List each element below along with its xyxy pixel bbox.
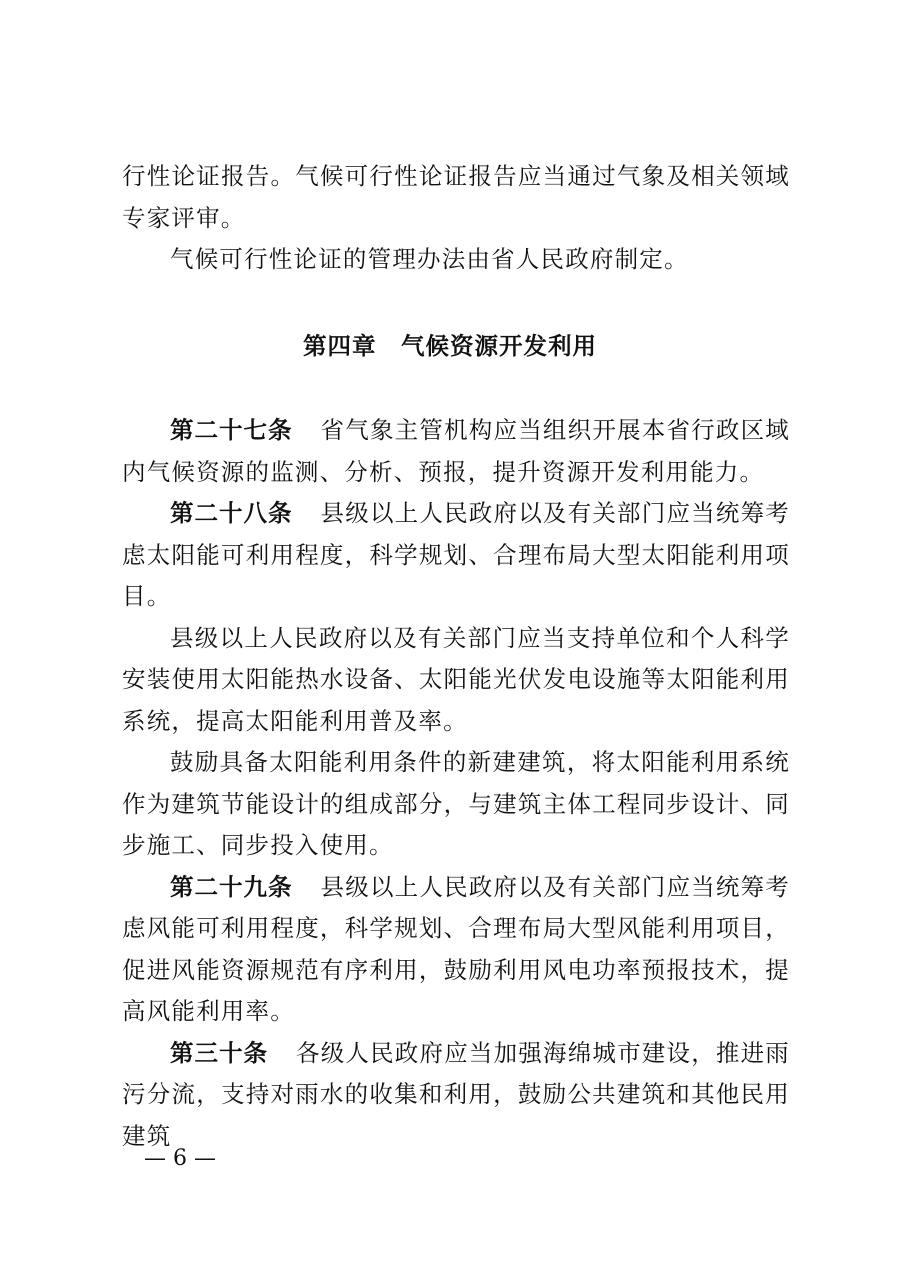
article-number: 第二十七条: [170, 416, 293, 444]
page-number: — 6 —: [144, 1146, 216, 1171]
article-text: 省气象主管机构应当组织开展本省行政区域内气候资源的监测、分析、预报，提升资源开发利用能力。: [122, 416, 790, 486]
article-number: 第二十八条: [170, 499, 293, 527]
article-text: 县级以上人民政府以及有关部门应当统筹考虑太阳能可利用程度，科学规划、合理布局大型太阳能利用项目。: [122, 499, 790, 610]
article-number: 第二十九条: [170, 872, 293, 901]
article-text: 县级以上人民政府以及有关部门应当统筹考虑风能可利用程度，科学规划、合理布局大型风能利用项目，促进风能资源规范有序利用，鼓励利用风电功率预报技术，提高风能利用率。: [122, 872, 790, 1025]
article-28-paragraph-3: 鼓励具备太阳能利用条件的新建建筑，将太阳能利用系统作为建筑节能设计的组成部分，与建筑主体工程同步设计、同步施工、同步投入使用。: [122, 748, 790, 859]
article-28-paragraph-2: 县级以上人民政府以及有关部门应当支持单位和个人科学安装使用太阳能热水设备、太阳能光伏发电设施等太阳能利用系统，提高太阳能利用普及率。: [122, 623, 790, 735]
article-30: [122, 1033, 790, 1158]
management-measures-paragraph: 气候可行性论证的管理办法由省人民政府制定。: [170, 245, 689, 273]
article-text: 各级人民政府应当加强海绵城市建设，推进雨污分流，支持对雨水的收集和利用，鼓励公共建筑和其他民用建筑: [122, 1038, 790, 1150]
chapter-heading: 第四章 气候资源开发利用: [303, 332, 597, 360]
continued-section: [122, 156, 790, 281]
continued-paragraph: 行性论证报告。气候可行性论证报告应当通过气象及相关领域专家评审。: [122, 162, 790, 232]
article-28: [122, 493, 790, 618]
article-number: 第三十条: [170, 1038, 268, 1067]
article-27: [122, 410, 790, 493]
article-29: [122, 867, 790, 1033]
articles-section: [122, 410, 790, 1157]
